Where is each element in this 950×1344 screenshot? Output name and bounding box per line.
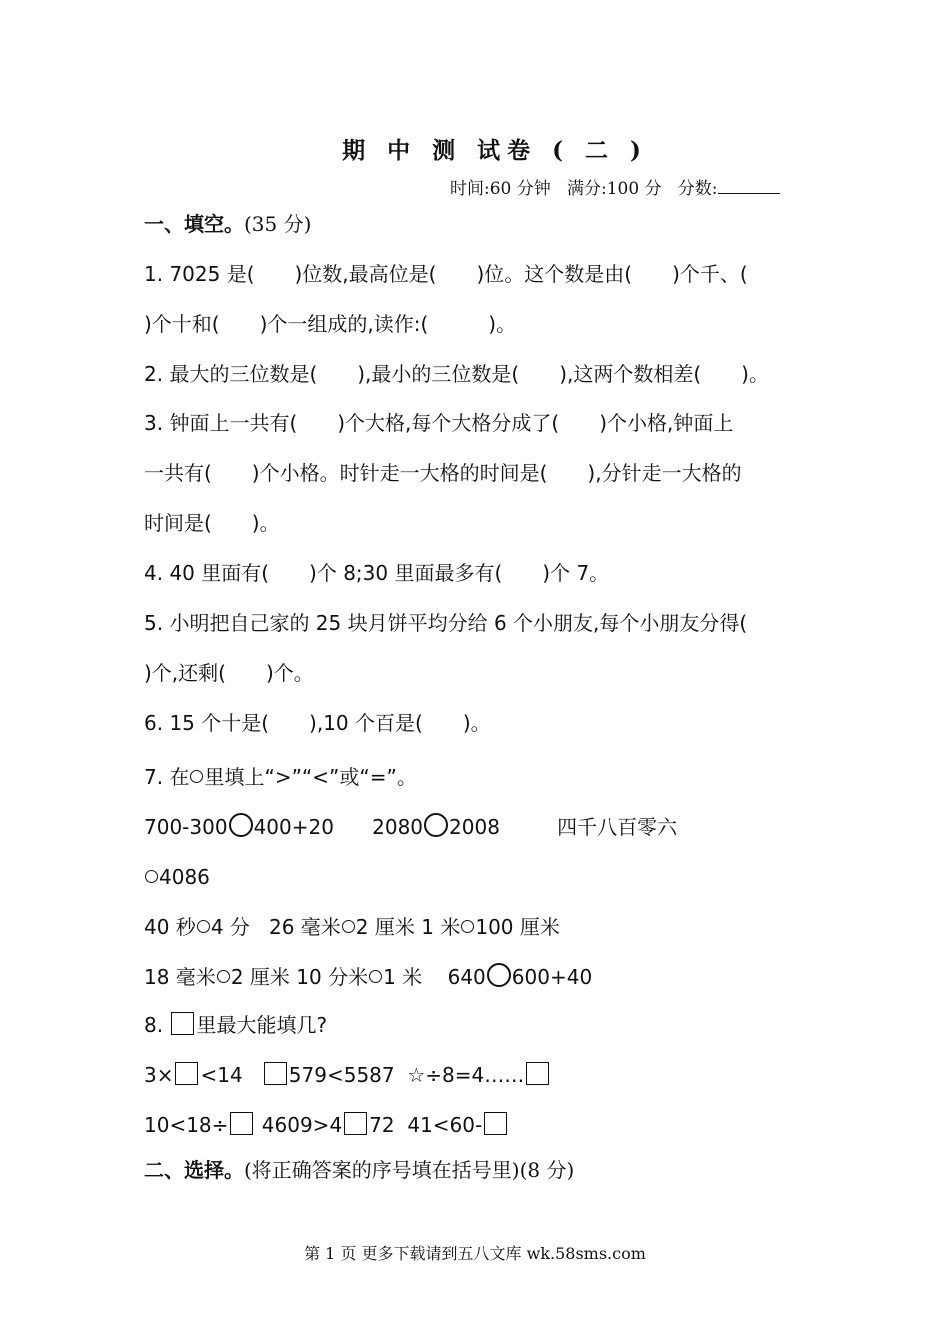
compare-left: 四千八百零六 [557, 815, 678, 839]
answer-box[interactable] [484, 1112, 507, 1135]
q5-line1: 5. 小明把自己家的 25 块月饼平均分给 6 个小朋友,每个小朋友分得( [144, 611, 748, 635]
exam-meta [450, 174, 780, 199]
q7-row1 [144, 813, 677, 840]
compare-circle-icon[interactable] [145, 870, 158, 883]
answer-box[interactable] [175, 1062, 198, 1085]
compare-right: 2 厘米 [230, 965, 290, 989]
section2-rest: (将正确答案的序号填在括号里)(8 分) [244, 1158, 575, 1182]
section1-points: (35 分) [244, 212, 312, 236]
q4-line1: 4. 40 里面有( )个 8;30 里面最多有( )个 7。 [144, 561, 610, 585]
section2-title: 二、选择。 [144, 1158, 244, 1182]
compare-right: 2008 [449, 815, 500, 839]
q8-prefix: 8. [144, 1013, 164, 1037]
q7-row3 [144, 914, 560, 940]
q2-line1: 2. 最大的三位数是( ),最小的三位数是( ),这两个数相差( )。 [144, 362, 769, 386]
q7-prefix: 7. 在 [144, 765, 190, 789]
compare-circle-icon[interactable] [487, 963, 511, 987]
q5-line2: )个,还剩( )个。 [144, 661, 314, 685]
full-score: 满分:100 分 [566, 179, 662, 199]
compare-right: 600+40 [511, 965, 593, 989]
page-footer: 第 1 页 更多下载请到五八文库 wk.58sms.com [304, 1244, 646, 1263]
answer-box[interactable] [230, 1112, 253, 1135]
q7-row4 [144, 963, 592, 990]
compare-left: 1 米 [421, 915, 461, 939]
section1-heading [144, 211, 311, 237]
q8-row2 [144, 1112, 509, 1138]
compare-circle-icon[interactable] [217, 970, 230, 983]
fill-left: 3× [144, 1063, 174, 1087]
q7-row2 [144, 864, 210, 890]
compare-left: 26 毫米 [268, 915, 341, 939]
q1-line2: )个十和( )个一组成的,读作:( )。 [144, 312, 517, 336]
q8-suffix: 里最大能填几? [196, 1013, 328, 1037]
compare-left: 40 秒 [144, 915, 196, 939]
answer-box[interactable] [264, 1062, 287, 1085]
page-title: 期 中 测 试卷 ( 二 ) [342, 137, 648, 164]
fill-left: 4609>4 [261, 1113, 343, 1137]
compare-left: 18 毫米 [144, 965, 216, 989]
compare-right: 4 分 [210, 915, 250, 939]
fill-left: 10<18÷ [144, 1113, 229, 1137]
compare-circle-icon[interactable] [229, 813, 253, 837]
q7-instruction [144, 764, 417, 790]
compare-circle-icon[interactable] [424, 813, 448, 837]
compare-circle-icon[interactable] [197, 920, 210, 933]
compare-right: 100 厘米 [475, 915, 560, 939]
compare-circle-icon[interactable] [342, 920, 355, 933]
compare-left: 640 [447, 965, 486, 989]
compare-left: 700-300 [144, 815, 228, 839]
compare-right: 2 厘米 [355, 915, 415, 939]
fill-right: 579<5587 [288, 1063, 395, 1087]
compare-right: 4086 [159, 865, 210, 889]
compare-circle-icon[interactable] [369, 970, 382, 983]
compare-right: 400+20 [253, 815, 334, 839]
time-limit: 时间:60 分钟 [450, 179, 551, 199]
section2-heading [144, 1157, 574, 1183]
compare-left: 2080 [372, 815, 424, 839]
compare-left: 10 分米 [296, 965, 369, 989]
q8-instruction [144, 1012, 327, 1038]
section1-title: 一、填空。 [144, 212, 244, 236]
answer-box[interactable] [344, 1112, 367, 1135]
q3-line1: 3. 钟面上一共有( )个大格,每个大格分成了( )个小格,钟面上 [144, 411, 734, 435]
small-circle-icon [190, 770, 203, 783]
q3-line3: 时间是( )。 [144, 511, 280, 535]
q8-row1 [144, 1062, 551, 1088]
q3-line2: 一共有( )个小格。时针走一大格的时间是( ),分针走一大格的 [144, 461, 742, 485]
compare-circle-icon[interactable] [461, 920, 474, 933]
fill-left: 41<60- [407, 1113, 483, 1137]
q7-suffix: 里填上“>”“<”或“=”。 [204, 765, 417, 789]
compare-right: 1 米 [383, 965, 423, 989]
fill-left: ☆÷8=4…… [407, 1063, 525, 1087]
answer-box[interactable] [526, 1062, 549, 1085]
score-blank[interactable] [718, 179, 780, 194]
fill-right: <14 [200, 1063, 243, 1087]
q1-line1: 1. 7025 是( )位数,最高位是( )位。这个数是由( )个千、( [144, 262, 748, 286]
square-box-icon [171, 1012, 194, 1035]
score-label: 分数: [677, 179, 718, 199]
fill-right: 72 [369, 1113, 395, 1137]
q6-line1: 6. 15 个十是( ),10 个百是( )。 [144, 711, 491, 735]
